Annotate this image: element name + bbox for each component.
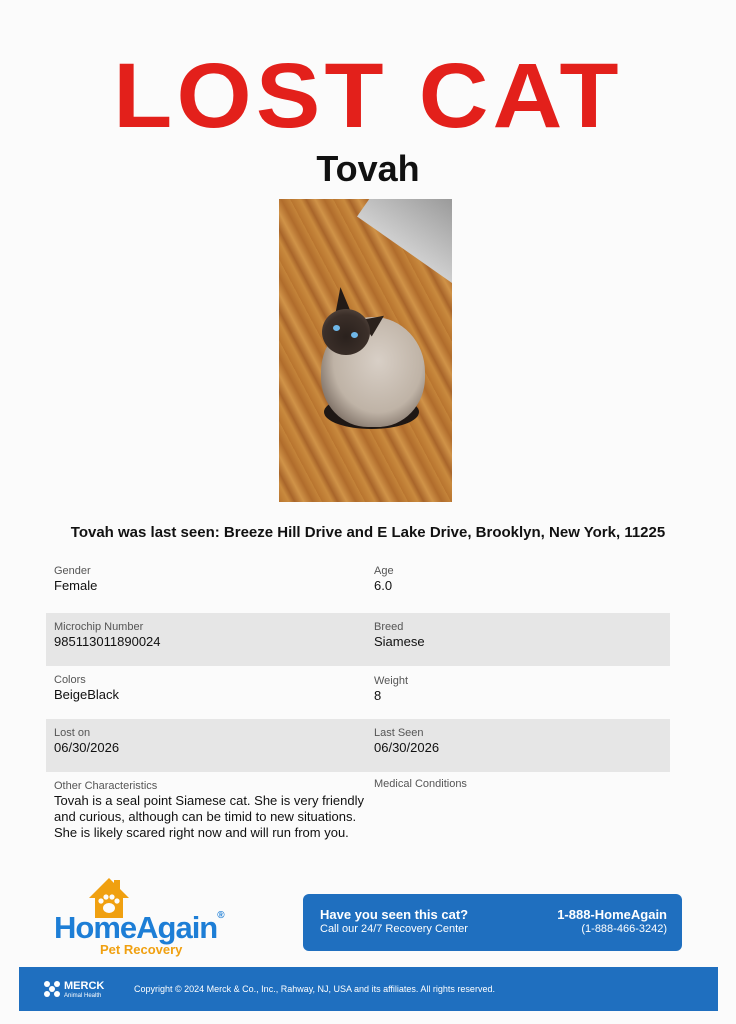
recovery-center-banner — [303, 894, 682, 951]
cta-title: Have you seen this cat? — [320, 907, 469, 922]
age-value: 6.0 — [374, 578, 393, 593]
gender-label: Gender — [54, 565, 91, 577]
last-seen-label: Last Seen — [374, 727, 424, 739]
last-seen-value: 06/30/2026 — [374, 740, 440, 755]
gender-value: Female — [54, 578, 98, 593]
cta-phone-numeric[interactable]: (1-888-466-3242) — [581, 923, 667, 935]
age-label: Age — [374, 565, 394, 577]
medical-conditions-label: Medical Conditions — [374, 778, 467, 790]
pet-name: Tovah — [316, 148, 420, 189]
pet-details-table — [46, 557, 670, 862]
details-row-characteristics-medical — [46, 772, 670, 862]
logo-tagline: Pet Recovery — [100, 942, 183, 957]
other-characteristics-label: Other Characteristics — [54, 780, 158, 792]
microchip-label: Microchip Number — [54, 621, 144, 633]
lost-on-value: 06/30/2026 — [54, 740, 120, 755]
weight-label: Weight — [374, 675, 409, 687]
cat-photo — [279, 199, 452, 502]
details-row-colors-weight — [46, 666, 670, 719]
microchip-value: 985113011890024 — [54, 634, 161, 649]
other-characteristics-value: Tovah is a seal point Siamese cat. She is very friendly and curious, although can be timid to new situations. She is likely scared right now and will run from you. — [54, 793, 364, 840]
breed-label: Breed — [374, 621, 404, 633]
footer-bar — [19, 967, 718, 1011]
merck-wordmark: MERCK — [64, 980, 105, 992]
details-row-lost-on-last-seen — [46, 719, 670, 772]
merck-subtitle: Animal Health — [64, 993, 102, 999]
details-row-microchip-breed — [46, 613, 670, 666]
details-row-gender-age — [46, 557, 670, 613]
homeagain-logo — [54, 876, 224, 958]
breed-value: Siamese — [374, 634, 425, 649]
last-seen-location: Tovah was last seen: Breeze Hill Drive and E Lake Drive, Brooklyn, New York, 11225 — [70, 524, 666, 541]
merck-logo-icon — [43, 980, 61, 998]
weight-value: 8 — [374, 688, 382, 703]
lost-on-label: Lost on — [54, 727, 91, 739]
colors-label: Colors — [54, 674, 86, 686]
cta-phone[interactable]: 1-888-HomeAgain — [557, 907, 667, 922]
colors-value: BeigeBlack — [54, 687, 120, 702]
cta-subtitle: Call our 24/7 Recovery Center — [320, 923, 468, 935]
logo-wordmark: HomeAgain® — [54, 910, 224, 945]
copyright-text: Copyright © 2024 Merck & Co., Inc., Rahway, NJ, USA and its affiliates. All rights reserved. — [134, 984, 495, 994]
lost-cat-headline: LOST CAT — [113, 45, 623, 147]
